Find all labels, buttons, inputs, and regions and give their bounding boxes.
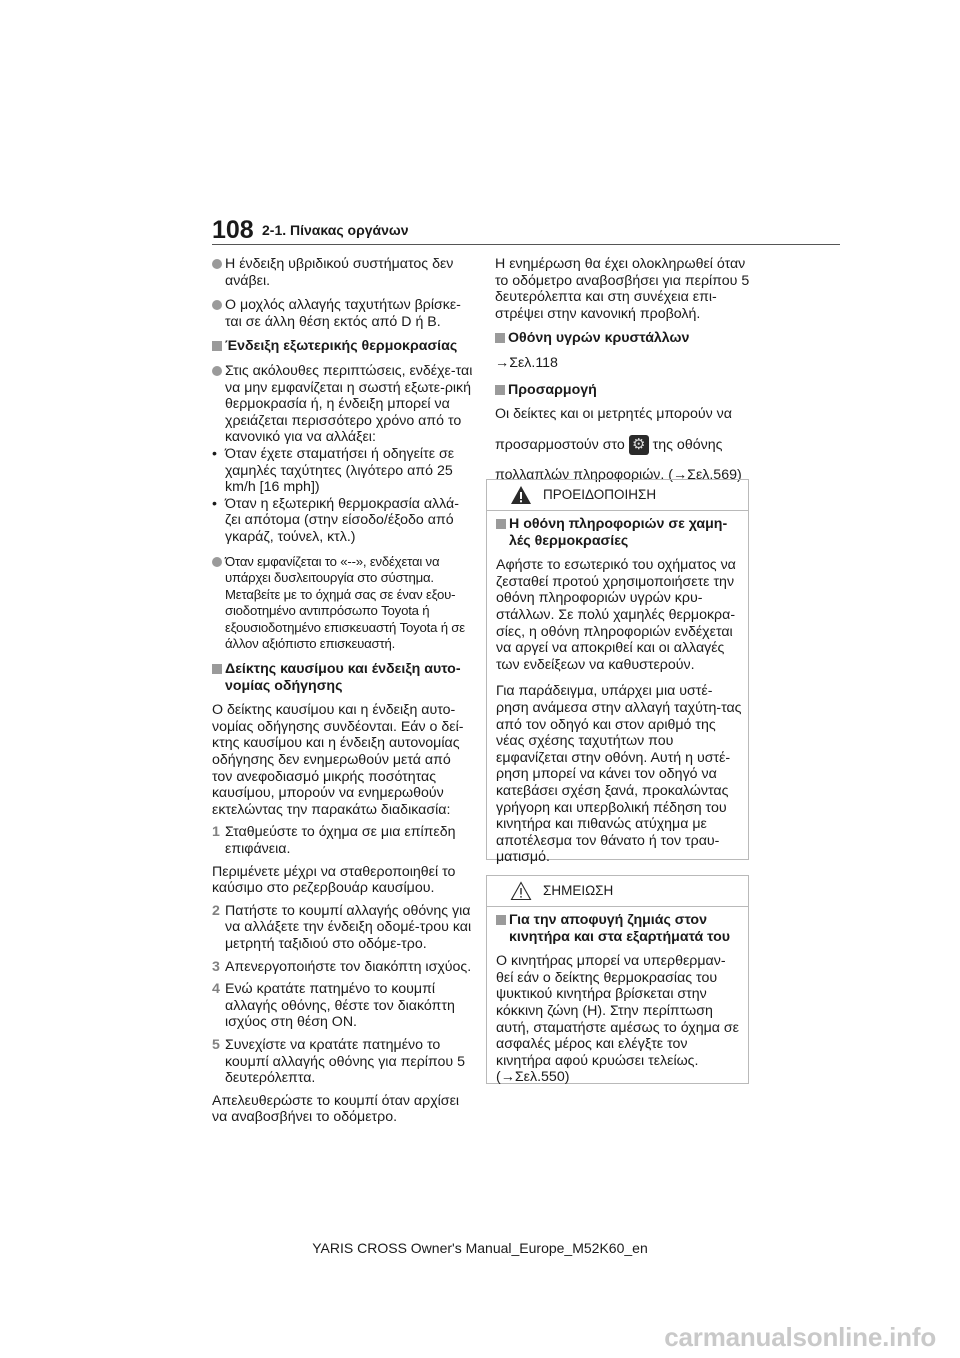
list-item: Η ένδειξη υβριδικού συστήματος δεν ανάβει. (212, 256, 474, 289)
paragraph: Η ενημέρωση θα έχει ολοκληρωθεί όταν το οδόμετρο αναβοσβήσει για περίπου 5 δευτερόλεπτα και στη συνέχεια επι-στρέψει στην κανονική προβολή. (495, 256, 750, 322)
page-footer: YARIS CROSS Owner's Manual_Europe_M52K60_en (312, 1240, 648, 1256)
caution-triangle-icon (510, 881, 532, 901)
bullet-icon (212, 259, 222, 269)
paragraph: Οι δείκτες και οι μετρητές μπορούν να (495, 406, 732, 423)
section-heading: Δείκτης καυσίμου και ένδειξη αυτο-νομίας οδήγησης (212, 661, 474, 694)
header-divider (212, 244, 840, 245)
page-reference: →Σελ.118 (495, 354, 558, 371)
step-item: 5 Συνεχίστε να κρατάτε πατημένο το κουμπί αλλαγής οθόνης για περίπου 5 δευτερόλεπτα. (212, 1036, 465, 1087)
warning-triangle-icon (510, 485, 532, 505)
list-item: Στις ακόλουθες περιπτώσεις, ενδέχε-ται να μην εμφανίζεται η σωστή εξωτε-ρική θερμοκρασία ή, η ένδειξη μπορεί να χρειάζεται περισσότερο χρόνο από το κανονικό για να αλλάξει: (212, 363, 474, 446)
square-bullet-icon (212, 341, 222, 351)
step-item: 2 Πατήστε το κουμπί αλλαγής οθόνης για να αλλάξετε την ένδειξη οδομέ-τρου και μετρητή ταξιδιού στο οδόμε-τρο. (212, 902, 472, 952)
sub-list-item: • Όταν η εξωτερική θερμοκρασία αλλά-ζει απότομα (στην είσοδο/έξοδο από γκαράζ, τούνελ, κτλ.) (212, 495, 459, 545)
paragraph: πολλαπλών πληροφοριών. (→Σελ.569) (495, 466, 742, 483)
section-title: 2-1. Πίνακας οργάνων (262, 222, 409, 238)
square-bullet-icon (212, 664, 222, 674)
warning-body (496, 516, 742, 872)
list-item: Ο μοχλός αλλαγής ταχυτήτων βρίσκε-ται σε άλλη θέση εκτός από D ή B. (212, 297, 474, 330)
paragraph: Για παράδειγμα, υπάρχει μια υστέ-ρηση ανάμεσα στην αλλαγή ταχύτη-τας από τον οδηγό και στον αριθμό της νέας σχέσης ταχυτήτων που εμφανίζεται στην οθόνη. Αυτή η υστέ-ρηση μπορεί να κάνει τον οδηγό να κατεβάσει σχέση ξανά, προκαλώντας γρήγορη και υπερβολική πέδηση του κινητήρα και πιθανώς ατύχημα με αποτέλεσμα τον θάνατο ή τον τραυ-ματισμό. (496, 683, 742, 866)
page-header (212, 212, 840, 252)
warning-box (486, 479, 749, 866)
warning-heading: Η οθόνη πληροφοριών σε χαμη-λές θερμοκρασίες (496, 516, 742, 549)
section-heading: Ένδειξη εξωτερικής θερμοκρασίας (212, 338, 474, 355)
paragraph: Περιμένετε μέχρι να σταθεροποιηθεί το καύσιμο στο ρεζερβουάρ καυσίμου. (212, 863, 456, 897)
sub-list-item: • Όταν έχετε σταματήσει ή οδηγείτε σε χαμηλές ταχύτητες (λιγότερο από 25 km/h [16 mph]) (212, 445, 455, 496)
page-number: 108 (212, 216, 254, 244)
paragraph: Αφήστε το εσωτερικό του οχήματος να ζεσταθεί προτού χρησιμοποιήσετε την οθόνη πληροφοριών υγρών κρυ-στάλλων. Σε πολύ χαμηλές θερμοκρα-σίες, η οθόνη πληροφοριών ενδέχεται να αργεί να αποκριθεί και οι αλλαγές των ενδείξεων να καθυστερούν. (496, 557, 736, 673)
step-item: 4 Ενώ κρατάτε πατημένο το κουμπί αλλαγής οθόνης, θέστε τον διακόπτη ισχύος στη θέση ON. (212, 981, 455, 1031)
watermark: carmanualsonline.info (664, 1322, 936, 1352)
section-heading: Προσαρμογή (495, 382, 753, 399)
warning-title: ΠΡΟΕΙΔΟΠΟΙΗΣΗ (543, 487, 657, 502)
paragraph: Ο κινητήρας μπορεί να υπερθερμαν-θεί εάν ο δείκτης θερμοκρασίας του ψυκτικού κινητήρα βρίσκεται στην κόκκινη ζώνη (H). Στην περίπτωση αυτή, σταματήστε αμέσως το όχημα σε ασφαλές μέρος και ελέγξτε τον κινητήρα αφού κρυώσει τελείως. (→Σελ.550) (496, 953, 739, 1086)
paragraph: Ο δείκτης καυσίμου και η ένδειξη αυτο-νομίας οδήγησης συνδέονται. Εάν ο δεί-κτης καυσίμου και η ένδειξη αυτονομίας οδήγησης δεν ενημερωθούν μετά από τον ανεφοδιασμό μικρής ποσότητας καυσίμου, μπορούν να ενημερωθούν εκτελώντας την παρακάτω διαδικασία: (212, 702, 464, 818)
bullet-icon (212, 366, 222, 376)
paragraph: Απελευθερώστε το κουμπί όταν αρχίσει να αναβοσβήνει το οδόμετρο. (212, 1092, 460, 1126)
bullet-icon (212, 557, 222, 567)
step-item: 3 Απενεργοποιήστε τον διακόπτη ισχύος. (212, 958, 472, 975)
settings-gear-icon: ⚙ (629, 435, 649, 455)
note-box (486, 875, 749, 1084)
note-title: ΣΗΜΕΙΩΣΗ (543, 883, 614, 898)
square-bullet-icon (495, 333, 505, 343)
paragraph: προσαρμοστούν στο ⚙ της οθόνης (495, 435, 723, 453)
square-bullet-icon (495, 385, 505, 395)
note-title-bar (487, 876, 748, 907)
left-column (212, 256, 474, 1132)
square-bullet-icon (496, 519, 506, 529)
square-bullet-icon (496, 915, 506, 925)
bullet-icon (212, 300, 222, 310)
note-heading: Για την αποφυγή ζημιάς στον κινητήρα και στα εξαρτήματά του (496, 912, 742, 945)
section-heading: Οθόνη υγρών κρυστάλλων (495, 330, 753, 347)
right-column (495, 256, 753, 489)
list-item: Όταν εμφανίζεται το «--», ενδέχεται να υπάρχει δυσλειτουργία στο σύστημα. Μεταβείτε με το όχημά σας σε έναν εξου-σιοδοτημένο αντιπρόσωπο Toyota ή εξουσιοδοτημένο επισκευαστή Toyota ή σε άλλον αξιόπιστο επισκευαστή. (212, 554, 474, 654)
note-body (496, 912, 742, 1092)
step-item: 1 Σταθμεύστε το όχημα σε μια επίπεδη επιφάνεια. (212, 824, 456, 857)
warning-title-bar (487, 480, 748, 511)
